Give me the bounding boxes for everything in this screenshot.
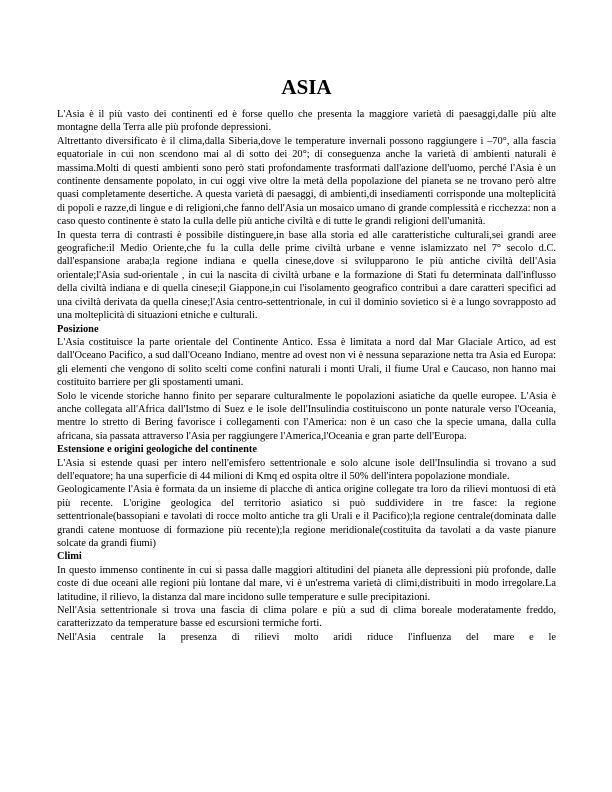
section-heading-posizione: Posizione xyxy=(57,323,99,335)
paragraph-climate-variety: In questo immenso continente in cui si passa dalle maggiori altitudini del pianeta alle depressioni più profonde, dalle coste di due oceani alle regioni più lontane dal mare, vi è un'estrema varietà di climi,distribuiti in modo irregolare.La latitudine, il rilievo, la distanza dal mare incidono sulle temperature e sulle precipitazioni. xyxy=(57,564,556,603)
paragraph-position-history: Solo le vicende storiche hanno finito per separare culturalmente le popolazioni asiatiche da quelle europee. L'Asia è anche collegata all'Africa dall'Istmo di Suez e le isole dell'Insulindia costituiscono un ponte naturale verso l'Oceania, mentre lo stretto di Bering favorisce i collegamenti con l'America: non è un caso che la specie umana, dalla culla africana, sia passata attraverso l'Asia per raggiungere l'America,l'Oceania e gran parte dell'Europa. xyxy=(57,390,556,442)
paragraph-geographic-areas: In questa terra di contrasti è possibile distinguere,in base alla storia ed alle caratteristiche culturali,sei grandi aree geografiche:il Medio Oriente,che fu la culla delle prime civiltà urbane e venne islamizzato nel 7° secolo d.C. dall'espansione araba;la regione indiana e quella cinese,dove si svilupparono le più antiche civiltà dell'Asia orientale;l'Asia sud-orientale , in cui la nascita di civiltà urbane e la formazione di Stati fu determinata dall'influsso della civiltà indiana e di quella cinese;il Giappone,in cui l'isolamento geografico contribuì a dare caratteri specifici ad una civiltà derivata da quella cinese;l'Asia centro-settentrionale, in cui il dominio sovietico si è a lungo sovrapposto ad una molteplicità di situazioni etniche e culturali. xyxy=(57,229,556,322)
section-heading-climi: Climi xyxy=(57,551,82,563)
paragraph-position-borders: L'Asia costituisce la parte orientale del Continente Antico. Essa è limitata a nord dal Mar Glaciale Artico, ad est dall'Oceano Pacifico, a sud dall'Oceano Indiano, mentre ad ovest non vi è nessuna separazione netta tra Asia ed Europa: gli elementi che vengono di solito scelti come confini naturali i monti Urali, il fiume Ural e Caucaso, non hanno mai costituito barriere per gli spostamenti umani. xyxy=(57,336,556,389)
paragraph-geology: Geologicamente l'Asia è formata da un insieme di placche di antica origine collegate tra loro da rilievi montuosi di età più recente. L'origine geologica del territorio asiatico si può suddividere in tre fasce: la regione settentrionale(bassopiani e tavolati di rocce molto antiche tra gli Urali e il Pacifico);la regione centrale(dominata dalle grandi catene montuose di formazione più recente);la regione meridionale(costituita da tavolati a da vaste pianure solcate da grandi fiumi) xyxy=(57,484,556,549)
paragraph-climate-north: Nell'Asia settentrionale si trova una fascia di clima polare e più a sud di clima boreale moderatamente freddo, caratterizzato da temperature basse ed escursioni termiche forti. xyxy=(57,605,556,630)
paragraph-intro: L'Asia è il più vasto dei continenti ed è forse quello che presenta la maggiore varietà di paesaggi,dalle più alte montagne della Terra alle più profonde depressioni. xyxy=(57,109,556,134)
page-title: ASIA xyxy=(281,75,332,99)
paragraph-climate-central: Nell'Asia centrale la presenza di rilievi molto aridi riduce l'influenza del mare e le xyxy=(57,631,556,643)
paragraph-extension: L'Asia si estende quasi per intero nell'emisfero settentrionale e solo alcune isole dell'Insulindia si trovano a sud dell'equatore; ha una superficie di 44 milioni di Kmq ed ospita oltre il 50% dell'intera popolazione mondiale. xyxy=(57,457,556,482)
paragraph-climate-overview: Altrettanto diversificato è il clima,dalla Siberia,dove le temperature invernali possono raggiungere i –70°, alla fascia equatoriale in cui non scendono mai al di sotto dei 20°; di conseguenza anche la varietà di ambienti naturali è massima.Molti di questi ambienti sono però stati profondamente trasformati dall'azione dell'uomo, perché l'Asia è un continente densamente popolato, in cui oggi vive oltre la metà della popolazione del pianeta se ne trovano però altre quasi completamente desertiche. A questa varietà di paesaggi, di ambienti,di insediamenti corrisponde una molteplicità di popoli e razze,di lingue e di religioni,che fanno dell'Asia un mosaico umano di grande complessità e ricchezza: non a caso questo continente è stato la culla delle più antiche civiltà e di tutte le grandi religioni dell'umanità. xyxy=(57,135,556,228)
section-heading-estensione: Estensione e origini geologiche del continente xyxy=(57,444,258,456)
